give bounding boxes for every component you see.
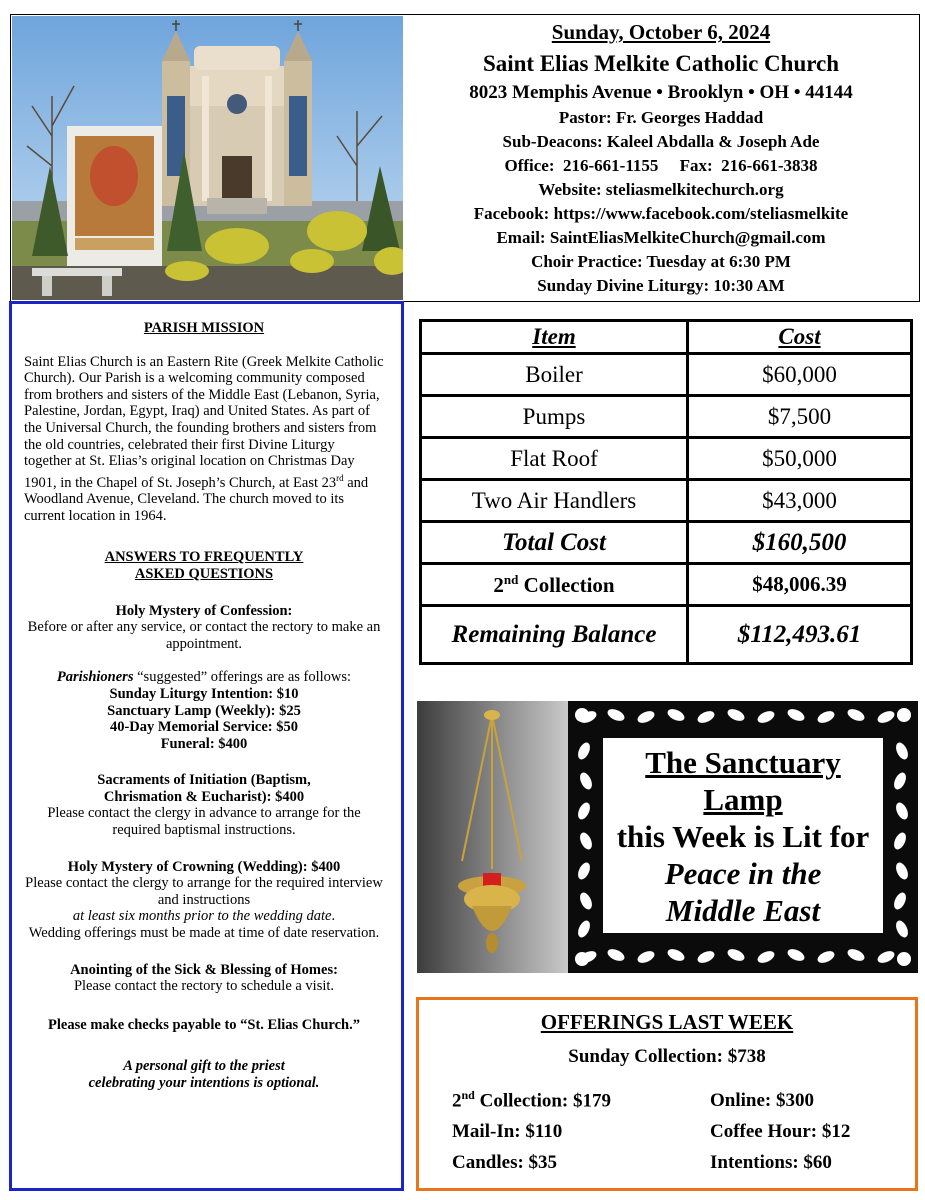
remaining-row [421, 606, 912, 664]
website-line: Website: steliasmelkitechurch.org [538, 180, 784, 199]
total-label: Total Cost [421, 522, 688, 564]
choir-line: Choir Practice: Tuesday at 6:30 PM [531, 252, 791, 271]
church-name: Saint Elias Melkite Catholic Church [482, 51, 840, 76]
church-photo [12, 16, 403, 300]
faq-title: ANSWERS TO FREQUENTLY ASKED QUESTIONS [104, 549, 304, 582]
total-row [421, 522, 912, 564]
suggested-offerings: Parishioners “suggested” offerings are as follows: Sunday Liturgy Intention: $10 Sanctuary Lamp (Weekly): $25 40-Day Memorial Service: $50 Funeral: $400 [24, 669, 384, 752]
email-line: Email: SaintEliasMelkiteChurch@gmail.com [496, 228, 826, 247]
cost-table-header [421, 321, 912, 354]
mail-in: Mail-In: $110 [452, 1121, 563, 1142]
table-row [421, 396, 912, 438]
lamp-line-2: Lamp [703, 782, 783, 817]
table-row [421, 480, 912, 522]
cost-cell: $43,000 [688, 480, 912, 522]
item-cell: Boiler [421, 354, 688, 396]
parish-info-panel [9, 301, 404, 1191]
sunday-collection: Sunday Collection: $738 [568, 1046, 766, 1067]
office-fax-line: Office: 216-661-1155 Fax: 216-661-3838 [504, 156, 818, 175]
offering-item: 40-Day Memorial Service: $50 [109, 719, 299, 736]
item-header: Item [421, 321, 688, 354]
offering-item: Sunday Liturgy Intention: $10 [109, 685, 299, 702]
liturgy-line: Sunday Divine Liturgy: 10:30 AM [537, 276, 785, 295]
sanctuary-lamp-text [603, 738, 883, 933]
remaining-label: Remaining Balance [421, 606, 688, 664]
remaining-value: $112,493.61 [688, 606, 912, 664]
gift-note: A personal gift to the priest celebrating your intentions is optional. [88, 1058, 320, 1092]
cost-table [419, 319, 913, 665]
second-collection-label: 2nd Collection [421, 564, 688, 606]
mission-text: Saint Elias Church is an Eastern Rite (Greek Melkite Catholic Church). Our Parish is a welcoming community composed from brothers and sisters of the Middle East (Lebanon, Syria, Palestine, Jordan, Egypt, Iraq) and United States. As part of the Universal Church, the founding brothers and sisters from the old countries, celebrated their first Divine Liturgy together at St. Elias’s original location on Christmas Day 1901, in the Chapel of St. Joseph’s Church, at East 23rd and Woodland Avenue, Cleveland. The church moved to its current location in 1964. [24, 353, 384, 524]
item-cell: Two Air Handlers [421, 480, 688, 522]
lamp-line-1: The Sanctuary [645, 745, 841, 780]
second-collection-value: $48,006.39 [688, 564, 912, 606]
checks-note: Please make checks payable to “St. Elias Church.” [48, 1016, 360, 1033]
offerings-title: OFFERINGS LAST WEEK [540, 1010, 794, 1034]
lamp-line-3: this Week is Lit for [616, 819, 870, 854]
header-info [405, 22, 917, 301]
candles: Candles: $35 [452, 1152, 558, 1173]
offering-item: Sanctuary Lamp (Weekly): $25 [107, 702, 301, 719]
sanctuary-lamp-photo [417, 701, 568, 973]
offerings-box [416, 997, 918, 1191]
mission-title: PARISH MISSION [143, 320, 265, 336]
intentions: Intentions: $60 [710, 1152, 832, 1173]
coffee-hour: Coffee Hour: $12 [710, 1121, 851, 1142]
second-collection-row [421, 564, 912, 606]
pastor-line: Pastor: Fr. Georges Haddad [558, 108, 764, 127]
total-value: $160,500 [688, 522, 912, 564]
table-row [421, 438, 912, 480]
second-collection: 2nd Collection: $179 [452, 1088, 612, 1112]
sacraments-section: Sacraments of Initiation (Baptism, Chrismation & Eucharist): $400 Please contact the clergy in advance to arrange for the required baptismal instructions. [47, 772, 361, 839]
confession-section: Holy Mystery of Confession: Before or after any service, or contact the rectory to make an appointment. [27, 602, 381, 652]
anointing-section: Anointing of the Sick & Blessing of Homes: Please contact the rectory to schedule a visit. [70, 961, 338, 995]
lamp-line-5: Middle East [665, 893, 821, 928]
table-row [421, 354, 912, 396]
cost-cell: $60,000 [688, 354, 912, 396]
lamp-line-4: Peace in the [664, 856, 822, 891]
item-cell: Pumps [421, 396, 688, 438]
bulletin-date: Sunday, October 6, 2024 [551, 20, 771, 44]
cost-cell: $7,500 [688, 396, 912, 438]
offering-item: Funeral: $400 [160, 735, 248, 752]
facebook-line: Facebook: https://www.facebook.com/steliasmelkite [473, 204, 849, 223]
wedding-section: Holy Mystery of Crowning (Wedding): $400 Please contact the clergy to arrange for the required interview and instructions at least six months prior to the wedding date. Wedding offerings must be made at time of date reservation. [25, 858, 383, 942]
cost-cell: $50,000 [688, 438, 912, 480]
church-address: 8023 Memphis Avenue • Brooklyn • OH • 44144 [469, 82, 853, 103]
cost-header: Cost [688, 321, 912, 354]
item-cell: Flat Roof [421, 438, 688, 480]
online: Online: $300 [710, 1090, 814, 1111]
subdeacons-line: Sub-Deacons: Kaleel Abdalla & Joseph Ade [502, 132, 820, 151]
